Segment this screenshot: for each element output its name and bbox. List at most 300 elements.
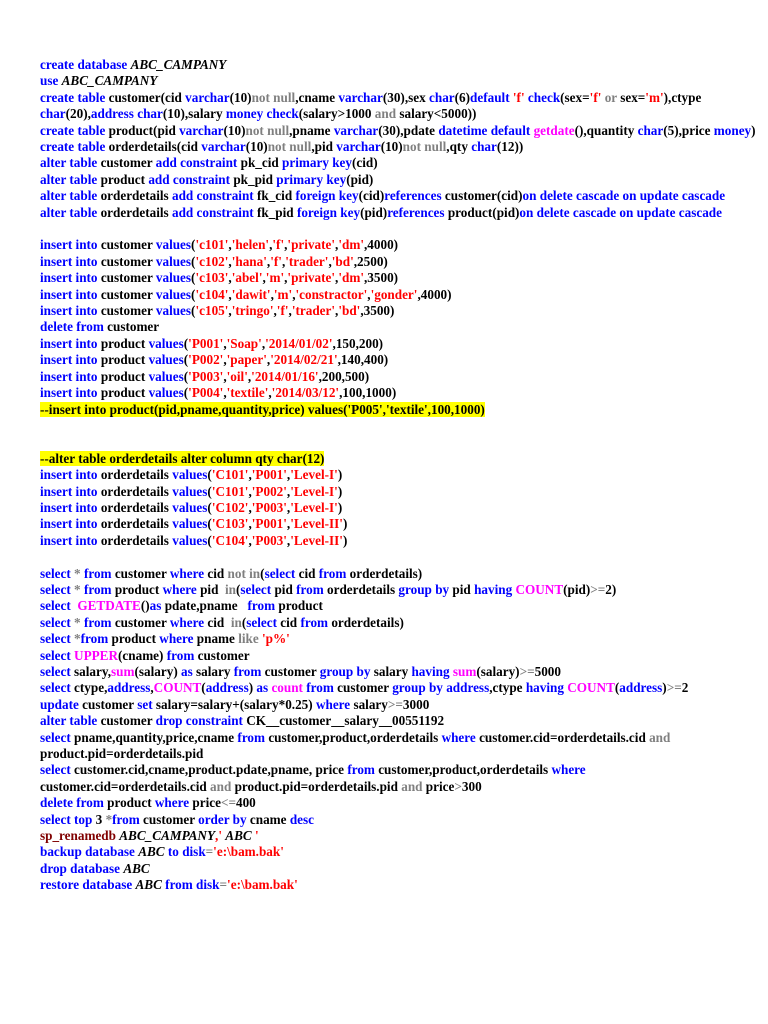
code-token: customer — [143, 811, 199, 827]
code-token: = — [219, 877, 228, 893]
code-token: sex= — [620, 89, 646, 105]
code-token: and — [374, 106, 400, 122]
code-token: from — [347, 762, 379, 778]
code-token: set — [137, 696, 156, 712]
code-token: ),ctype — [663, 89, 705, 105]
code-token: 'P001' — [251, 516, 287, 532]
code-token: desc — [289, 811, 314, 827]
code-token: to disk — [164, 844, 206, 860]
code-token: 'Level-I' — [290, 499, 338, 515]
code-token: pk_cid — [240, 155, 283, 171]
code-token: 'f' — [276, 303, 289, 319]
code-token: cid — [207, 614, 231, 630]
code-token: orderdetails) — [331, 614, 404, 630]
code-token: from — [296, 581, 327, 597]
code-line — [40, 861, 762, 877]
code-line — [40, 762, 762, 778]
code-token: ( — [207, 499, 212, 515]
code-token: 'private' — [287, 237, 336, 253]
code-line — [40, 270, 762, 286]
code-token: ( — [207, 532, 212, 548]
code-token: ( — [191, 270, 196, 286]
code-line — [40, 139, 762, 155]
code-line — [40, 664, 762, 680]
code-token: having — [525, 680, 568, 696]
code-token: 'm' — [265, 270, 285, 286]
code-token: ,4000) — [417, 286, 452, 302]
code-token: pid — [274, 581, 297, 597]
code-token: , — [228, 303, 232, 319]
code-token: like — [238, 631, 262, 647]
code-token: salary=salary+(salary*0.25) — [155, 696, 316, 712]
code-token: , — [248, 483, 252, 499]
code-token: ( — [183, 368, 189, 384]
code-token: ( — [191, 286, 196, 302]
code-token: (6) — [454, 89, 471, 105]
code-token: where — [551, 762, 586, 778]
code-token: product.pid=orderdetails.pid — [40, 746, 204, 762]
code-token: cname — [249, 811, 290, 827]
code-token: , — [223, 368, 227, 384]
code-line — [40, 779, 762, 795]
code-line — [40, 844, 762, 860]
code-token: product(pid) — [447, 204, 520, 220]
code-token: char — [637, 122, 664, 138]
code-token: 'c105' — [195, 303, 229, 319]
code-token: orderdetails(cid — [108, 139, 202, 155]
code-token: '2014/01/16' — [251, 368, 319, 384]
code-token: , — [328, 253, 332, 269]
code-token: , — [281, 253, 286, 269]
code-token: as — [256, 680, 272, 696]
code-token: pk_pid — [233, 171, 277, 187]
code-token: ) — [337, 483, 343, 499]
code-token: ( — [183, 352, 189, 368]
code-token: count — [271, 680, 307, 696]
code-token: 3 — [95, 811, 106, 827]
code-token: 'dm' — [338, 270, 364, 286]
code-token: 2 — [681, 680, 689, 696]
code-token: ) — [751, 122, 756, 138]
code-token: 'c101' — [195, 237, 229, 253]
code-token: drop constraint — [155, 713, 247, 729]
code-token: select — [40, 647, 75, 663]
code-token: 'P004' — [188, 385, 224, 401]
code-token: 'hana' — [231, 253, 267, 269]
code-token: insert into — [40, 483, 101, 499]
code-token: varchar — [336, 139, 381, 155]
code-token: = — [205, 844, 214, 860]
code-token: ABC — [123, 860, 150, 876]
code-token: 'paper' — [226, 352, 267, 368]
code-token: 'Level-II' — [290, 516, 343, 532]
code-token: from — [80, 631, 112, 647]
code-token: customer(cid) — [444, 188, 523, 204]
code-token: from disk — [161, 877, 220, 893]
code-line — [40, 287, 762, 303]
code-token: 'trader' — [285, 253, 329, 269]
code-token: customer — [114, 614, 170, 630]
code-token: customer,product,orderdetails — [378, 762, 552, 778]
code-token: insert into — [40, 270, 101, 286]
code-token: customer.cid=orderdetails.cid — [40, 778, 211, 794]
code-line — [40, 730, 762, 746]
code-token: group by — [319, 663, 374, 679]
code-token: varchar — [338, 89, 383, 105]
code-token: customer — [100, 303, 156, 319]
code-token: CK__customer__salary__00551192 — [246, 713, 445, 729]
code-line — [40, 500, 762, 516]
code-line — [40, 303, 762, 319]
code-line — [40, 631, 762, 647]
code-token: default — [470, 89, 513, 105]
code-token: , — [286, 499, 291, 515]
code-token: 'C103' — [211, 516, 249, 532]
code-token: address — [446, 680, 490, 696]
code-token: check — [266, 106, 299, 122]
blank-line — [40, 549, 762, 565]
code-line — [40, 648, 762, 664]
code-token: from — [247, 598, 279, 614]
code-token: on delete cascade on update cascade — [522, 188, 726, 204]
code-token: * — [74, 581, 84, 597]
code-token: values — [148, 352, 184, 368]
code-token: product — [100, 368, 149, 384]
code-token: 'P003' — [251, 532, 287, 548]
code-token: 'Level-II' — [290, 532, 343, 548]
code-token: char — [471, 139, 497, 155]
code-token: 'P002' — [251, 483, 287, 499]
code-token: >= — [387, 696, 403, 712]
code-token: 'C101' — [211, 483, 249, 499]
blank-line — [40, 221, 762, 237]
code-token: select — [40, 598, 78, 614]
code-token: > — [454, 778, 462, 794]
code-token: 'P001' — [188, 335, 224, 351]
code-token: ( — [191, 303, 196, 319]
code-token: ABC_CAMPANY — [130, 57, 227, 72]
code-token: money — [225, 106, 267, 122]
code-token: sum — [452, 663, 477, 679]
code-token: ( — [207, 516, 212, 532]
code-token: 'helen' — [231, 237, 270, 253]
code-token: , — [286, 467, 291, 483]
code-token: customer — [100, 713, 156, 729]
code-token: (sex= — [560, 89, 590, 105]
code-token: , — [248, 467, 252, 483]
code-token: 'Soap' — [226, 335, 262, 351]
code-token: 'abel' — [231, 270, 263, 286]
code-token: '2014/03/12' — [271, 385, 340, 401]
code-token: insert into — [40, 516, 101, 532]
code-token: 'f' — [512, 89, 525, 105]
code-token: primary key — [276, 171, 347, 187]
code-token: ,200,500) — [318, 368, 370, 384]
code-token: insert into — [40, 467, 101, 483]
code-token: customer — [100, 270, 156, 286]
code-token: values — [172, 532, 208, 548]
code-token: 5000 — [534, 663, 561, 679]
code-token: (salary) — [476, 663, 520, 679]
code-token: from — [318, 565, 350, 581]
code-token: from — [233, 663, 265, 679]
code-token: from — [83, 565, 115, 581]
code-token: alter table — [40, 155, 101, 171]
code-token: ) — [337, 499, 343, 515]
code-token: from — [237, 729, 269, 745]
code-token: (salary) — [134, 663, 182, 679]
code-token: add constraint — [171, 188, 257, 204]
code-token: on delete cascade on update cascade — [519, 204, 722, 220]
code-token: customer.cid,cname,product.pdate,pname, price — [74, 762, 348, 778]
code-token: select — [264, 565, 299, 581]
code-token: 2) — [605, 581, 617, 597]
code-token: 400 — [235, 795, 256, 811]
code-token: 'C102' — [211, 499, 249, 515]
code-token: 'tringo' — [231, 303, 274, 319]
code-token: group by — [398, 581, 453, 597]
code-token: ABC — [138, 844, 165, 860]
code-token: product(pid — [108, 122, 180, 138]
code-token: ( — [207, 483, 212, 499]
code-token: varchar — [185, 89, 230, 105]
code-token: , — [262, 270, 266, 286]
code-token: not null — [251, 89, 296, 105]
code-token: (cid) — [358, 188, 385, 204]
code-token: 'bd' — [338, 303, 361, 319]
code-token: 'c102' — [195, 253, 229, 269]
sql-document — [40, 57, 762, 894]
code-token: '2014/02/21' — [270, 352, 338, 368]
code-token: 'e:\bam.bak' — [213, 844, 284, 860]
code-token: , — [286, 483, 291, 499]
code-token: as — [149, 598, 165, 614]
code-token: 'p%' — [262, 631, 290, 647]
code-token: from — [300, 614, 332, 630]
code-token: from — [83, 581, 115, 597]
code-line — [40, 188, 762, 204]
code-token: ,4000) — [364, 237, 399, 253]
code-token: , — [248, 532, 252, 548]
code-token: (10) — [380, 139, 403, 155]
code-token: alter table — [40, 204, 101, 220]
code-token: where — [159, 631, 197, 647]
code-token: (30),pdate — [378, 122, 439, 138]
code-token: where — [162, 581, 201, 597]
code-token: ,cname — [295, 89, 339, 105]
code-token: , — [228, 253, 232, 269]
code-token: ( — [201, 680, 206, 696]
code-token: values — [172, 483, 208, 499]
code-token: where — [154, 795, 193, 811]
code-token: values — [172, 467, 208, 483]
code-token: drop database — [40, 860, 124, 876]
code-token: address — [90, 106, 138, 122]
code-line — [40, 172, 762, 188]
code-token: cid — [298, 565, 319, 581]
code-token: product — [107, 795, 155, 811]
code-token: select — [240, 581, 275, 597]
code-token: , — [266, 352, 271, 368]
code-token: pname,quantity,price,cname — [74, 729, 238, 745]
code-token: foreign key — [295, 188, 359, 204]
code-token: create database — [40, 57, 131, 72]
code-token: 300 — [461, 778, 482, 794]
code-token: orderdetails) — [349, 565, 423, 581]
code-token: ctype, — [74, 680, 108, 696]
code-token: , — [284, 270, 288, 286]
code-token: (salary>1000 — [298, 106, 375, 122]
code-token: from — [306, 680, 338, 696]
code-token: UPPER — [74, 647, 119, 663]
code-token: 'f' — [589, 89, 602, 105]
code-line — [40, 205, 762, 221]
code-token: ABC_CAMPANY — [61, 73, 158, 89]
code-line — [40, 155, 762, 171]
code-token: , — [266, 253, 271, 269]
code-token: , — [247, 368, 252, 384]
code-token: create table — [40, 139, 109, 155]
code-token: 'dawit' — [231, 286, 271, 302]
code-token: customer — [100, 237, 156, 253]
code-token: customer — [337, 680, 393, 696]
code-token: pdate,pname — [164, 598, 248, 614]
code-token: salary — [196, 663, 234, 679]
code-token: (10) — [223, 122, 246, 138]
code-line — [40, 877, 762, 893]
code-token: values — [155, 253, 192, 269]
code-token: 'm' — [273, 286, 293, 302]
code-token: , — [367, 286, 371, 302]
code-line — [40, 615, 762, 631]
code-line — [40, 254, 762, 270]
code-token: >= — [590, 581, 606, 597]
code-token: COUNT — [153, 680, 202, 696]
code-token: , — [261, 335, 266, 351]
code-token: customer,product,orderdetails — [268, 729, 442, 745]
code-token: , — [228, 237, 232, 253]
code-token: (pid) — [360, 204, 388, 220]
code-token: insert into — [40, 286, 101, 302]
code-token: create table — [40, 122, 109, 138]
code-token: , — [270, 286, 274, 302]
code-token: , — [223, 352, 227, 368]
code-token: 'P001' — [251, 467, 287, 483]
code-token: ABC_CAMPANY — [119, 828, 216, 844]
code-token: check — [524, 89, 561, 105]
code-token: 'oil' — [226, 368, 248, 384]
code-token: cid — [280, 614, 301, 630]
code-token: ( — [191, 253, 196, 269]
code-token: ) — [342, 532, 348, 548]
code-token: 'P003' — [188, 368, 224, 384]
code-token: orderdetails — [100, 532, 173, 548]
code-token: fk_cid — [256, 188, 296, 204]
code-token: , — [228, 270, 232, 286]
code-token: 'C104' — [211, 532, 249, 548]
code-token: datetime — [438, 122, 491, 138]
code-token: 'C101' — [211, 467, 249, 483]
code-token: backup database — [40, 844, 139, 860]
code-token: (pid) — [346, 171, 374, 187]
code-token: ,140,400) — [337, 352, 389, 368]
code-token: select — [40, 762, 75, 778]
code-line — [40, 385, 762, 401]
code-token: product — [100, 171, 149, 187]
code-line — [40, 566, 762, 582]
code-line — [40, 484, 762, 500]
code-line — [40, 319, 762, 335]
code-token: * — [74, 614, 84, 630]
code-token: >= — [519, 663, 535, 679]
code-token: 'f' — [272, 237, 285, 253]
code-token: customer — [100, 253, 156, 269]
code-line — [40, 746, 762, 762]
code-token: orderdetails — [100, 188, 172, 204]
code-token: ) — [342, 516, 348, 532]
code-token: having — [474, 581, 516, 597]
code-token: ( — [207, 467, 212, 483]
code-token: , — [288, 303, 292, 319]
code-token: , — [292, 286, 296, 302]
code-token: values — [155, 237, 192, 253]
code-token: , — [335, 270, 339, 286]
code-token: address — [619, 680, 663, 696]
code-token: --alter table orderdetails alter column qty char(12) — [40, 450, 325, 466]
code-line — [40, 369, 762, 385]
code-line — [40, 598, 762, 614]
code-token: select — [40, 631, 75, 647]
code-token: values — [172, 499, 208, 515]
code-token: '2014/01/02' — [265, 335, 333, 351]
code-line — [40, 828, 762, 844]
code-line — [40, 237, 762, 253]
code-token: customer — [264, 663, 320, 679]
code-token: insert into — [40, 253, 101, 269]
code-token: ABC — [135, 877, 162, 893]
code-token: , — [150, 680, 154, 696]
code-token: alter table — [40, 188, 101, 204]
code-token: not in — [227, 565, 261, 581]
code-token: as — [181, 663, 197, 679]
code-line — [40, 402, 762, 418]
code-token: ,' — [215, 828, 226, 844]
code-line — [40, 451, 762, 467]
code-token: in — [225, 581, 237, 597]
code-line — [40, 73, 762, 89]
code-token: COUNT — [567, 680, 615, 696]
code-token: insert into — [40, 303, 101, 319]
code-token: 'gonder' — [370, 286, 418, 302]
code-token: where — [441, 729, 480, 745]
code-token: or — [601, 89, 621, 105]
code-line — [40, 533, 762, 549]
code-line — [40, 467, 762, 483]
code-token: salary — [353, 696, 388, 712]
code-token: product — [100, 352, 149, 368]
code-token: select — [40, 680, 75, 696]
code-token: and — [210, 778, 235, 794]
code-token: select — [40, 614, 75, 630]
code-token: address — [205, 680, 249, 696]
code-token: 'e:\bam.bak' — [227, 877, 298, 893]
code-token: delete from — [40, 319, 108, 335]
code-token: 'trader' — [291, 303, 336, 319]
code-token: GETDATE — [77, 598, 141, 614]
code-token: (30),sex — [382, 89, 429, 105]
code-token: ( — [241, 614, 247, 630]
code-token: in — [230, 614, 242, 630]
